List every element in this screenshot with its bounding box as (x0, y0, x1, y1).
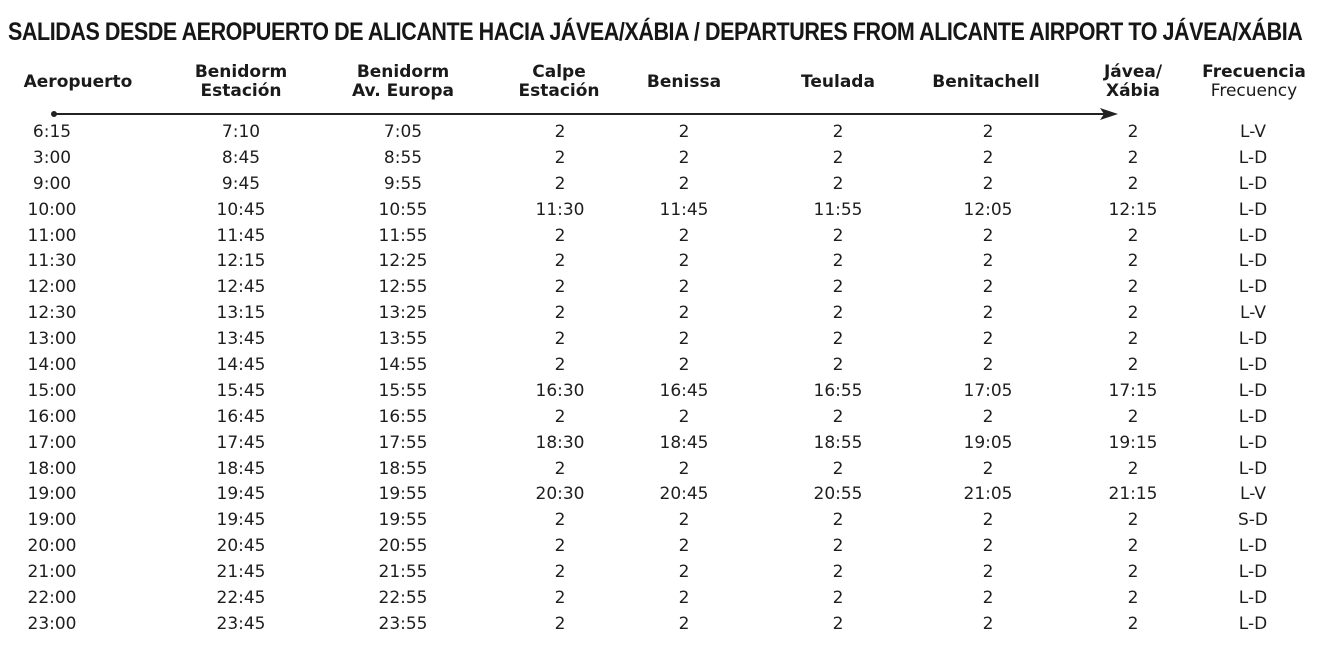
cell-javea-xabia: 2 (1127, 122, 1139, 142)
table-row (0, 198, 1320, 224)
cell-teulada: 2 (832, 122, 844, 142)
column-header-line2: Estación (200, 81, 282, 101)
cell-benidorm-estacion: 12:15 (216, 251, 266, 272)
cell-benidorm-estacion: 21:45 (216, 562, 266, 583)
table-row (0, 534, 1320, 560)
cell-benidorm-av-europa: 17:55 (378, 432, 428, 453)
cell-frecuencia: L-V (1240, 122, 1266, 142)
cell-benidorm-av-europa: 7:05 (383, 122, 423, 142)
cell-calpe-estacion: 2 (554, 458, 566, 479)
cell-benidorm-av-europa: 18:55 (378, 458, 428, 479)
table-row (0, 560, 1320, 586)
cell-teulada: 16:55 (813, 380, 863, 401)
cell-teulada: 2 (832, 458, 844, 479)
cell-benissa: 2 (678, 303, 690, 324)
cell-calpe-estacion: 2 (554, 536, 566, 557)
cell-teulada: 2 (832, 588, 844, 609)
cell-benitachell: 2 (982, 122, 994, 142)
cell-calpe-estacion: 2 (554, 562, 566, 583)
cell-benitachell: 2 (982, 303, 994, 324)
cell-benitachell: 2 (982, 329, 994, 350)
cell-aeropuerto: 17:00 (27, 432, 77, 453)
column-header-line1: Calpe (532, 62, 586, 82)
column-header-line1: Aeropuerto (23, 71, 133, 92)
column-header-frecuencia (1192, 58, 1316, 106)
table-row (0, 379, 1320, 405)
cell-benitachell: 2 (982, 406, 994, 427)
table-row (0, 172, 1320, 198)
cell-aeropuerto: 11:30 (27, 251, 77, 272)
table-row (0, 224, 1320, 250)
cell-benidorm-estacion: 11:45 (216, 225, 266, 246)
column-header-line1: Jávea/ (1103, 62, 1163, 82)
cell-frecuencia: L-D (1238, 432, 1268, 453)
column-header-aeropuerto (8, 58, 148, 106)
cell-benissa: 2 (678, 251, 690, 272)
cell-frecuencia: L-D (1238, 562, 1268, 583)
cell-benitachell: 2 (982, 173, 994, 194)
cell-frecuencia: L-D (1238, 251, 1268, 272)
cell-calpe-estacion: 11:30 (535, 199, 585, 220)
table-row (0, 249, 1320, 275)
cell-calpe-estacion: 2 (554, 251, 566, 272)
column-header-calpe-estacion (500, 58, 618, 106)
cell-aeropuerto: 9:00 (32, 173, 72, 194)
column-header-line1: Benitachell (932, 71, 1040, 92)
cell-benissa: 2 (678, 329, 690, 350)
cell-aeropuerto: 6:15 (32, 122, 72, 142)
cell-benissa: 2 (678, 173, 690, 194)
cell-benissa: 2 (678, 458, 690, 479)
cell-benitachell: 12:05 (963, 199, 1013, 220)
cell-benissa: 2 (678, 225, 690, 246)
cell-benidorm-estacion: 19:45 (216, 510, 266, 531)
cell-benidorm-av-europa: 21:55 (378, 562, 428, 583)
table-row (0, 327, 1320, 353)
cell-calpe-estacion: 2 (554, 588, 566, 609)
cell-frecuencia: L-D (1238, 147, 1268, 168)
cell-frecuencia: L-D (1238, 329, 1268, 350)
cell-aeropuerto: 16:00 (27, 406, 77, 427)
timetable-body (0, 120, 1320, 638)
cell-frecuencia: L-D (1238, 173, 1268, 194)
cell-benidorm-estacion: 15:45 (216, 380, 266, 401)
cell-aeropuerto: 12:00 (27, 277, 77, 298)
cell-aeropuerto: 15:00 (27, 380, 77, 401)
cell-teulada: 2 (832, 536, 844, 557)
cell-calpe-estacion: 2 (554, 225, 566, 246)
cell-javea-xabia: 2 (1127, 510, 1139, 531)
cell-benissa: 20:45 (659, 484, 709, 505)
cell-benissa: 2 (678, 510, 690, 531)
cell-javea-xabia: 2 (1127, 355, 1139, 376)
table-row (0, 508, 1320, 534)
cell-teulada: 11:55 (813, 199, 863, 220)
cell-frecuencia: L-D (1238, 613, 1268, 634)
cell-javea-xabia: 12:15 (1108, 199, 1158, 220)
cell-calpe-estacion: 2 (554, 355, 566, 376)
cell-benidorm-estacion: 20:45 (216, 536, 266, 557)
column-header-line1: Benidorm (194, 62, 288, 82)
cell-benissa: 2 (678, 588, 690, 609)
cell-benidorm-av-europa: 20:55 (378, 536, 428, 557)
cell-teulada: 2 (832, 510, 844, 531)
cell-calpe-estacion: 20:30 (535, 484, 585, 505)
table-row (0, 482, 1320, 508)
table-row (0, 120, 1320, 146)
table-header (0, 58, 1320, 106)
cell-benitachell: 2 (982, 147, 994, 168)
cell-benitachell: 2 (982, 277, 994, 298)
cell-benidorm-estacion: 12:45 (216, 277, 266, 298)
cell-benidorm-av-europa: 11:55 (378, 225, 428, 246)
cell-benidorm-av-europa: 13:25 (378, 303, 428, 324)
cell-benidorm-av-europa: 8:55 (383, 147, 423, 168)
cell-frecuencia: L-D (1238, 225, 1268, 246)
cell-benissa: 2 (678, 147, 690, 168)
cell-calpe-estacion: 2 (554, 277, 566, 298)
cell-benidorm-av-europa: 23:55 (378, 613, 428, 634)
cell-benissa: 11:45 (659, 199, 709, 220)
cell-aeropuerto: 19:00 (27, 484, 77, 505)
cell-frecuencia: L-V (1240, 484, 1266, 505)
cell-benissa: 2 (678, 536, 690, 557)
column-header-line2: Frecuency (1210, 81, 1298, 101)
cell-teulada: 2 (832, 277, 844, 298)
table-row (0, 586, 1320, 612)
cell-benidorm-estacion: 23:45 (216, 613, 266, 634)
column-header-line1: Benidorm (356, 62, 450, 82)
cell-benitachell: 2 (982, 355, 994, 376)
cell-aeropuerto: 23:00 (27, 613, 77, 634)
cell-teulada: 2 (832, 613, 844, 634)
cell-calpe-estacion: 18:30 (535, 432, 585, 453)
column-header-benidorm-av-europa (328, 58, 478, 106)
cell-teulada: 2 (832, 225, 844, 246)
cell-javea-xabia: 19:15 (1108, 432, 1158, 453)
table-row (0, 301, 1320, 327)
cell-aeropuerto: 14:00 (27, 355, 77, 376)
column-header-benitachell (910, 58, 1062, 106)
cell-benidorm-estacion: 19:45 (216, 484, 266, 505)
column-header-javea-xabia (1084, 58, 1182, 106)
cell-calpe-estacion: 2 (554, 406, 566, 427)
cell-calpe-estacion: 2 (554, 122, 566, 142)
cell-javea-xabia: 2 (1127, 536, 1139, 557)
cell-aeropuerto: 21:00 (27, 562, 77, 583)
cell-benidorm-av-europa: 13:55 (378, 329, 428, 350)
column-header-teulada (778, 58, 898, 106)
cell-calpe-estacion: 2 (554, 613, 566, 634)
cell-javea-xabia: 17:15 (1108, 380, 1158, 401)
cell-benidorm-estacion: 9:45 (221, 173, 261, 194)
cell-aeropuerto: 19:00 (27, 510, 77, 531)
cell-teulada: 2 (832, 251, 844, 272)
cell-frecuencia: L-D (1238, 355, 1268, 376)
cell-benitachell: 2 (982, 251, 994, 272)
cell-benidorm-estacion: 13:45 (216, 329, 266, 350)
cell-javea-xabia: 2 (1127, 588, 1139, 609)
cell-javea-xabia: 2 (1127, 406, 1139, 427)
table-row (0, 405, 1320, 431)
cell-benidorm-estacion: 22:45 (216, 588, 266, 609)
cell-benissa: 16:45 (659, 380, 709, 401)
cell-calpe-estacion: 2 (554, 173, 566, 194)
column-header-line2: Av. Europa (351, 81, 455, 101)
cell-benidorm-av-europa: 19:55 (378, 510, 428, 531)
column-header-line2: Estación (518, 81, 600, 101)
cell-aeropuerto: 13:00 (27, 329, 77, 350)
cell-teulada: 2 (832, 406, 844, 427)
cell-benidorm-estacion: 7:10 (221, 122, 261, 142)
cell-benitachell: 2 (982, 562, 994, 583)
cell-teulada: 2 (832, 147, 844, 168)
table-row (0, 612, 1320, 638)
cell-frecuencia: L-D (1238, 458, 1268, 479)
cell-javea-xabia: 21:15 (1108, 484, 1158, 505)
cell-teulada: 18:55 (813, 432, 863, 453)
cell-aeropuerto: 10:00 (27, 199, 77, 220)
cell-benissa: 2 (678, 277, 690, 298)
table-row (0, 146, 1320, 172)
cell-frecuencia: L-D (1238, 406, 1268, 427)
cell-benitachell: 2 (982, 225, 994, 246)
cell-benitachell: 2 (982, 588, 994, 609)
page-title: SALIDAS DESDE AEROPUERTO DE ALICANTE HACIA JÁVEA/XÁBIA / DEPARTURES FROM ALICANTE AIRPORT TO JÁVEA/XÁBIA (8, 18, 1303, 46)
table-row (0, 353, 1320, 379)
cell-javea-xabia: 2 (1127, 562, 1139, 583)
cell-javea-xabia: 2 (1127, 251, 1139, 272)
cell-benidorm-estacion: 16:45 (216, 406, 266, 427)
column-header-line1: Frecuencia (1202, 62, 1306, 82)
column-header-line1: Benissa (646, 71, 722, 92)
cell-frecuencia: L-D (1238, 199, 1268, 220)
cell-benidorm-estacion: 14:45 (216, 355, 266, 376)
cell-aeropuerto: 20:00 (27, 536, 77, 557)
cell-benidorm-estacion: 8:45 (221, 147, 261, 168)
cell-benitachell: 2 (982, 613, 994, 634)
cell-benitachell: 2 (982, 458, 994, 479)
cell-frecuencia: L-D (1238, 277, 1268, 298)
cell-teulada: 2 (832, 303, 844, 324)
cell-calpe-estacion: 2 (554, 303, 566, 324)
column-header-line2: Xábia (1105, 81, 1161, 101)
cell-aeropuerto: 12:30 (27, 303, 77, 324)
cell-teulada: 2 (832, 355, 844, 376)
cell-javea-xabia: 2 (1127, 173, 1139, 194)
cell-benidorm-estacion: 17:45 (216, 432, 266, 453)
cell-benidorm-av-europa: 16:55 (378, 406, 428, 427)
cell-frecuencia: L-V (1240, 303, 1266, 324)
cell-benidorm-av-europa: 10:55 (378, 199, 428, 220)
cell-benidorm-estacion: 18:45 (216, 458, 266, 479)
cell-benitachell: 19:05 (963, 432, 1013, 453)
cell-frecuencia: S-D (1237, 510, 1268, 531)
cell-teulada: 2 (832, 173, 844, 194)
table-row (0, 275, 1320, 301)
cell-benissa: 2 (678, 406, 690, 427)
column-header-benissa (628, 58, 740, 106)
cell-benitachell: 17:05 (963, 380, 1013, 401)
cell-javea-xabia: 2 (1127, 225, 1139, 246)
cell-calpe-estacion: 2 (554, 147, 566, 168)
cell-aeropuerto: 11:00 (27, 225, 77, 246)
cell-frecuencia: L-D (1238, 380, 1268, 401)
cell-benissa: 18:45 (659, 432, 709, 453)
cell-teulada: 2 (832, 562, 844, 583)
column-header-benidorm-estacion (176, 58, 306, 106)
cell-javea-xabia: 2 (1127, 329, 1139, 350)
cell-benitachell: 2 (982, 536, 994, 557)
cell-aeropuerto: 18:00 (27, 458, 77, 479)
cell-frecuencia: L-D (1238, 536, 1268, 557)
cell-benidorm-av-europa: 12:55 (378, 277, 428, 298)
cell-benissa: 2 (678, 122, 690, 142)
cell-aeropuerto: 22:00 (27, 588, 77, 609)
cell-benissa: 2 (678, 562, 690, 583)
cell-javea-xabia: 2 (1127, 458, 1139, 479)
cell-javea-xabia: 2 (1127, 613, 1139, 634)
cell-benidorm-av-europa: 19:55 (378, 484, 428, 505)
cell-benidorm-estacion: 13:15 (216, 303, 266, 324)
cell-javea-xabia: 2 (1127, 303, 1139, 324)
column-header-line1: Teulada (801, 71, 875, 92)
cell-javea-xabia: 2 (1127, 277, 1139, 298)
cell-benitachell: 21:05 (963, 484, 1013, 505)
cell-benidorm-av-europa: 9:55 (383, 173, 423, 194)
cell-benitachell: 2 (982, 510, 994, 531)
cell-frecuencia: L-D (1238, 588, 1268, 609)
cell-benidorm-av-europa: 15:55 (378, 380, 428, 401)
cell-benissa: 2 (678, 355, 690, 376)
cell-benidorm-av-europa: 22:55 (378, 588, 428, 609)
cell-benidorm-av-europa: 14:55 (378, 355, 428, 376)
cell-calpe-estacion: 2 (554, 510, 566, 531)
cell-calpe-estacion: 2 (554, 329, 566, 350)
cell-benissa: 2 (678, 613, 690, 634)
cell-teulada: 2 (832, 329, 844, 350)
table-row (0, 457, 1320, 483)
cell-javea-xabia: 2 (1127, 147, 1139, 168)
cell-calpe-estacion: 16:30 (535, 380, 585, 401)
cell-benidorm-av-europa: 12:25 (378, 251, 428, 272)
cell-aeropuerto: 3:00 (32, 147, 72, 168)
table-row (0, 431, 1320, 457)
cell-teulada: 20:55 (813, 484, 863, 505)
cell-benidorm-estacion: 10:45 (216, 199, 266, 220)
